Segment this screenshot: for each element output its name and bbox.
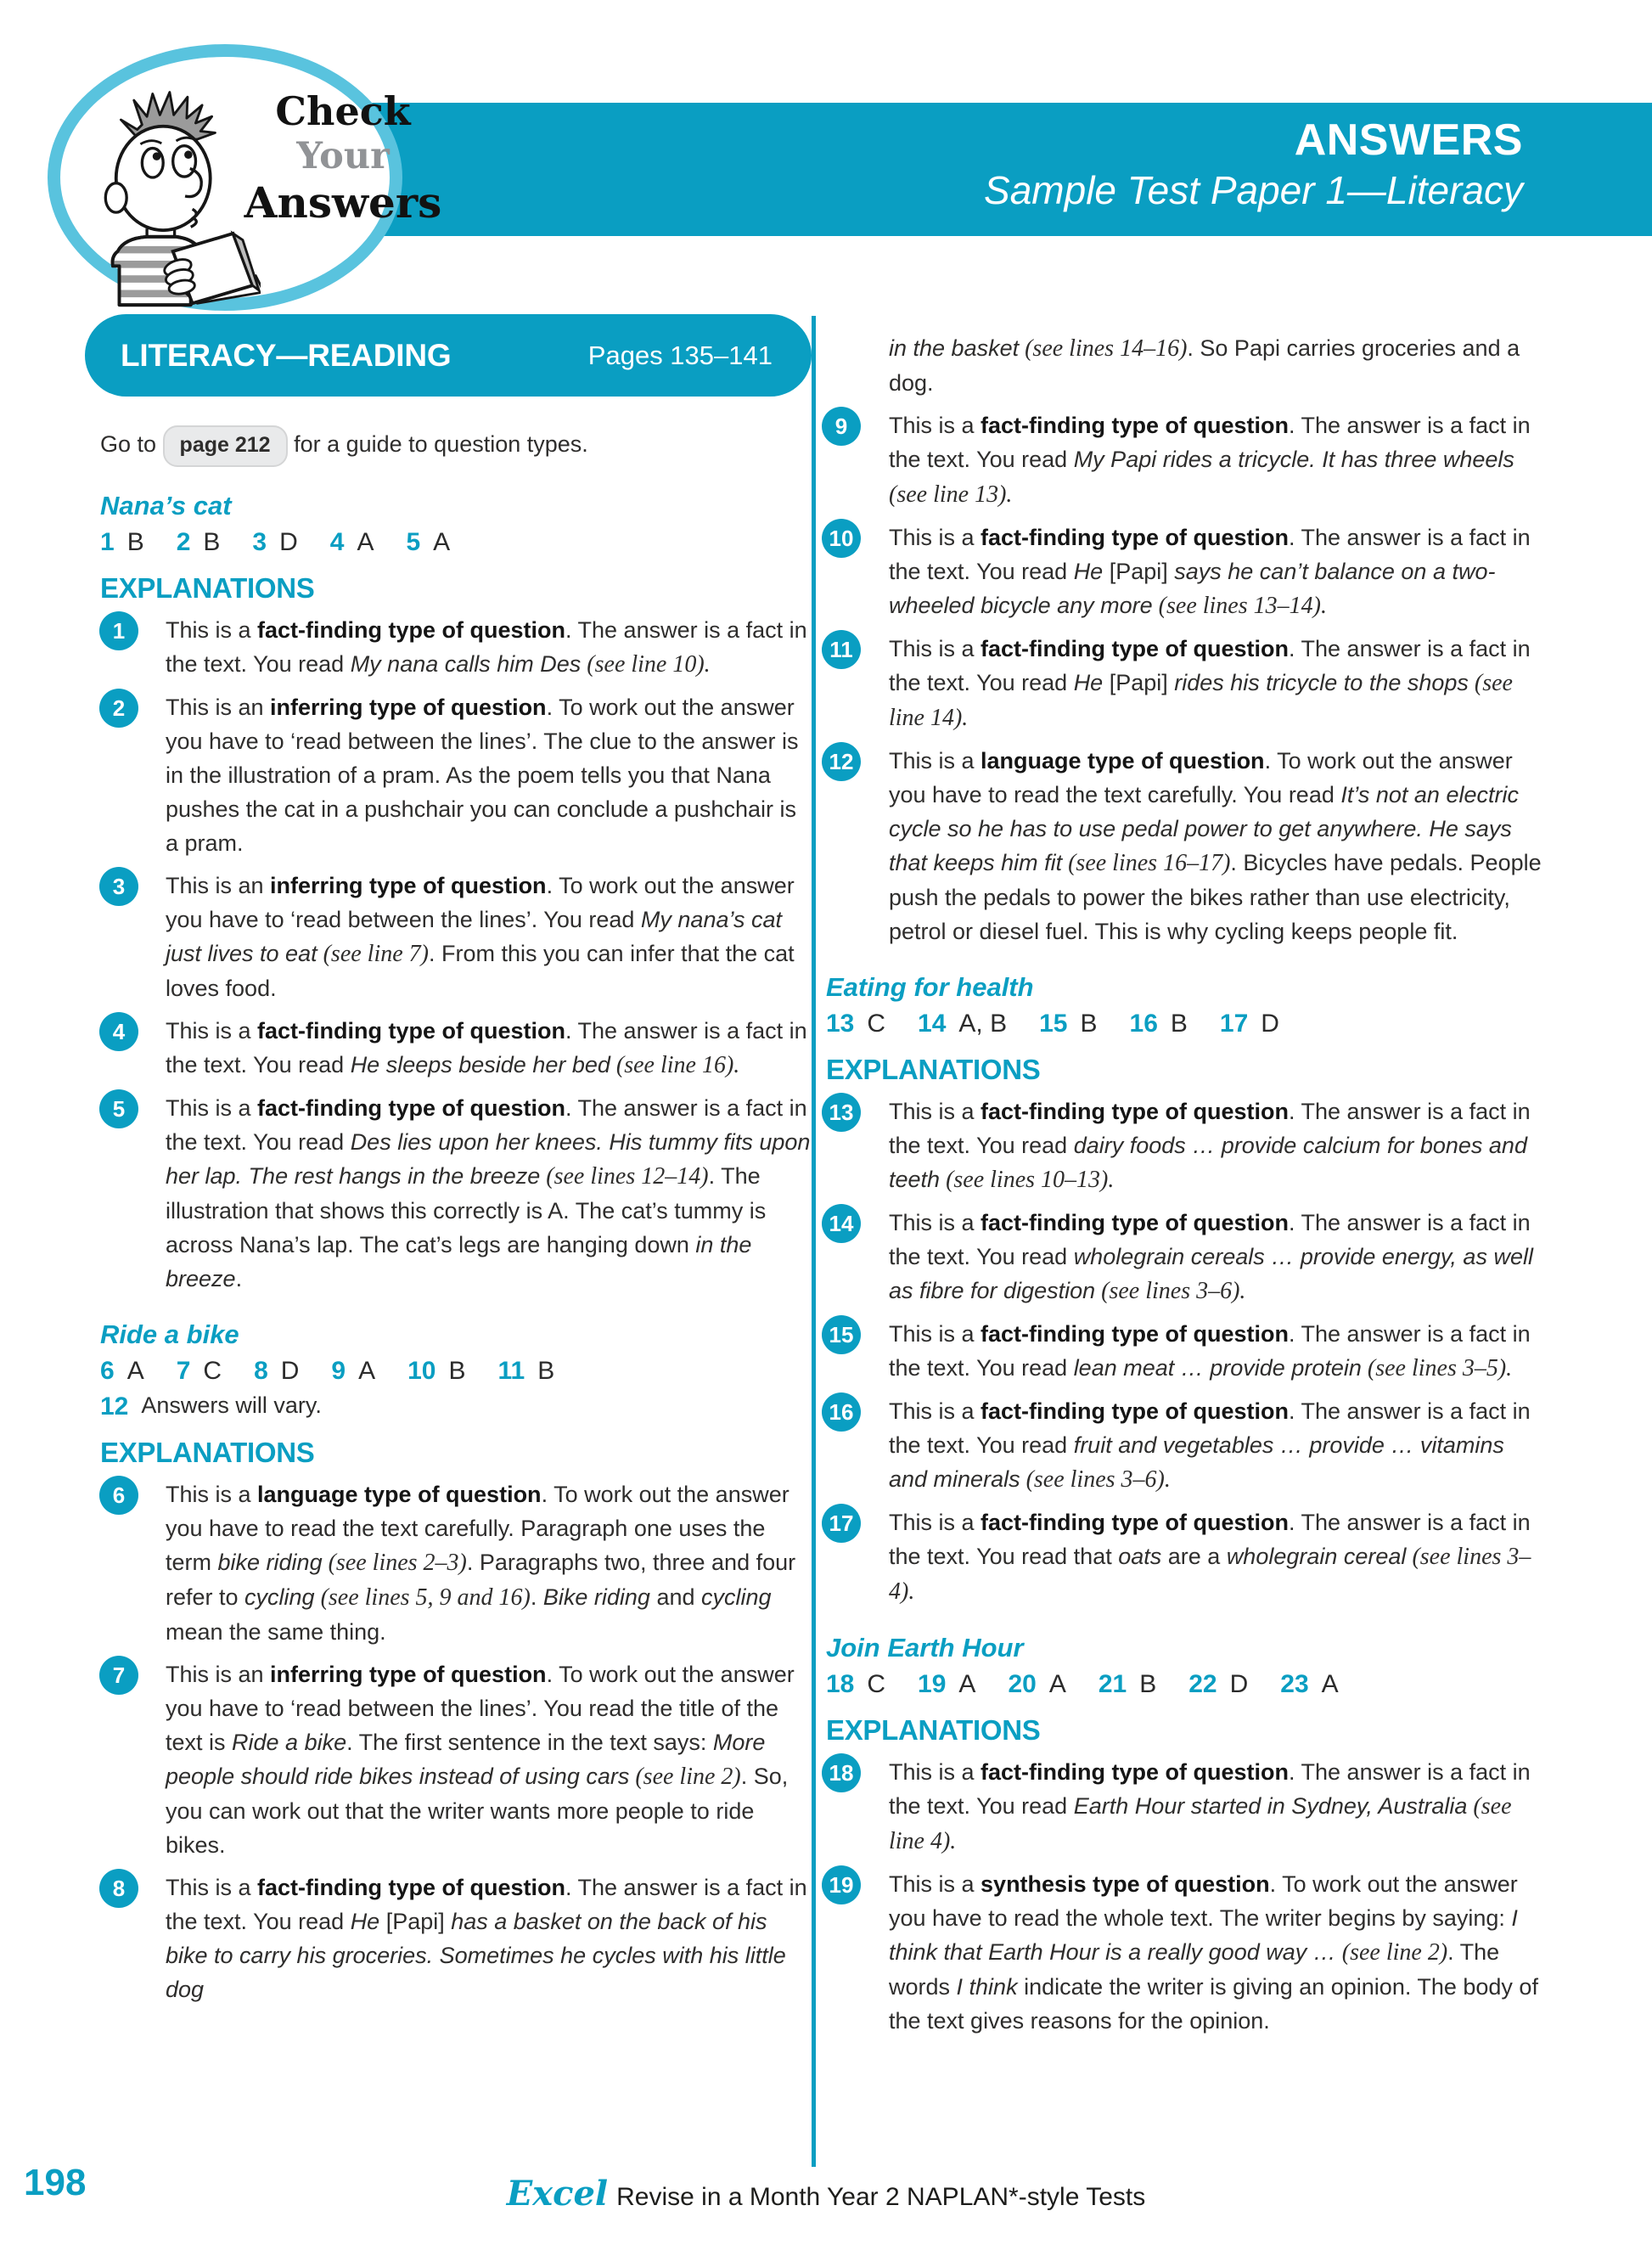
answer-pair (918, 1010, 1007, 1038)
text-run: . The answer is a fact in the text. You read (166, 1875, 807, 1934)
answer-pair (177, 528, 221, 557)
answer-pair (100, 1392, 322, 1421)
text-run: synthesis type of question (981, 1871, 1270, 1897)
answer-number: 14 (918, 1010, 947, 1038)
footer-brand: Excel (506, 2174, 609, 2214)
text-run: . To work out the answer you have to read the text carefully. Paragraph one uses the term (166, 1482, 789, 1575)
banner-title: ANSWERS (1294, 115, 1523, 165)
answer-letter: C (867, 1010, 886, 1038)
text-run: . The first sentence in the text says: (346, 1730, 713, 1755)
footer (0, 2174, 1652, 2214)
answer-letter: A (1048, 1670, 1066, 1698)
answer-number: 3 (252, 528, 267, 556)
text-run: This is a (889, 636, 981, 661)
explanation-item (822, 1394, 1548, 1497)
text-run: This is a (889, 525, 981, 550)
answer-number: 12 (100, 1392, 129, 1421)
answer-number: 4 (329, 528, 345, 556)
item-number-badge: 10 (822, 519, 861, 558)
text-run: This is a (166, 1482, 258, 1507)
answer-pair (331, 1357, 375, 1386)
text-run: . The answer is a fact in the text. You read (889, 1099, 1531, 1158)
answer-letter: A (958, 1670, 976, 1698)
explanation-text (889, 1210, 1533, 1303)
text-run: (see line 16). (610, 1052, 740, 1078)
footer-text: Revise in a Month Year 2 NAPLAN*-style Tests (616, 2183, 1146, 2211)
text-run: . The answer is a fact in the text. You read (889, 525, 1531, 584)
text-run: He (1073, 559, 1104, 584)
text-run: (see lines 2–3) (322, 1550, 467, 1576)
text-run: Bike riding (542, 1584, 650, 1610)
explanation-text (889, 1398, 1531, 1492)
text-run: (see line 13). (889, 481, 1013, 508)
explanation-text (166, 1095, 810, 1291)
text-run: mean the same thing. (166, 1619, 386, 1645)
text-run: Des lies upon her knees. His tummy fits upon her lap. The rest hangs in the breeze (166, 1129, 811, 1189)
explanations-heading: EXPLANATIONS (826, 1714, 1041, 1746)
explanations-heading: EXPLANATIONS (100, 572, 315, 604)
answer-pair (1099, 1670, 1156, 1699)
answer-letter: A (433, 528, 451, 556)
answer-number: 9 (331, 1357, 346, 1385)
answer-number: 22 (1188, 1670, 1217, 1698)
answer-number: 18 (826, 1670, 855, 1698)
text-run: (see lines 14–16) (1019, 335, 1188, 362)
answer-key-row (826, 1010, 1548, 1038)
text-run: This is a (889, 1759, 981, 1785)
text-run: . The answer is a fact in the text. You read (889, 1398, 1531, 1458)
intro-post: for a guide to question types. (287, 431, 588, 457)
explanation-text (166, 1018, 807, 1077)
text-run: fact-finding type of question (981, 525, 1290, 550)
answer-letter: B (1080, 1010, 1098, 1038)
answer-pair (918, 1670, 975, 1699)
explanation-text (889, 1759, 1531, 1854)
answer-pair (1130, 1010, 1188, 1038)
explanation-item (85, 1657, 812, 1862)
text-run: . The answer is a fact in the text. You read (889, 413, 1531, 472)
explanation-item (822, 1755, 1548, 1859)
explanation-item (822, 1505, 1548, 1609)
text-run: This is a (889, 1510, 981, 1535)
answers-banner (363, 103, 1652, 236)
answer-number: 8 (254, 1357, 268, 1385)
text-run: . To work out the answer you have to read the whole text. The writer begins by saying: (889, 1871, 1518, 1931)
answer-letter: C (867, 1670, 886, 1698)
answer-note: Answers will vary. (141, 1392, 322, 1418)
text-run: (see line 4). (889, 1793, 1512, 1854)
mascot-illustration (74, 82, 261, 310)
text-run: (see lines 3–6). (1095, 1278, 1246, 1304)
text-run: are a (1161, 1544, 1227, 1569)
text-run: fact-finding type of question (257, 1018, 566, 1044)
text-run: indicate the writer is giving an opinion. The body of the text gives reasons for the opinion. (889, 1974, 1538, 2034)
text-run: . Paragraphs two, three and four refer to (166, 1550, 796, 1610)
answer-number: 16 (1129, 1010, 1158, 1038)
text-run: cycling (701, 1584, 772, 1610)
text-run: Ride a bike (232, 1730, 347, 1755)
text-run: in the basket (889, 335, 1020, 361)
text-run: This is a (889, 748, 981, 774)
answer-number: 17 (1219, 1010, 1249, 1038)
text-run: This is a (166, 617, 258, 643)
header-title: LITERACY—READING (121, 337, 452, 373)
explanation-text (166, 617, 807, 677)
answer-pair (252, 528, 297, 557)
answer-pair (1188, 1670, 1248, 1699)
text-run: dairy foods … provide calcium for bones and teeth (889, 1133, 1527, 1192)
logo-word-answers: Answers (244, 177, 442, 228)
answer-number: 19 (918, 1670, 947, 1698)
answer-pair (1008, 1670, 1065, 1699)
answer-letter: B (448, 1357, 466, 1385)
text-run: cycling (244, 1584, 315, 1610)
text-run: wholegrain cereals … provide energy, as well as fibre for digestion (889, 1244, 1533, 1303)
text-run: This is an (166, 1662, 271, 1687)
text-run: This is a (889, 1099, 981, 1124)
text-run: . The answer is a fact in the text. You read that (889, 1510, 1531, 1569)
left-column-content (85, 397, 812, 2006)
answer-number: 13 (826, 1010, 855, 1038)
answer-number: 1 (100, 528, 115, 556)
text-run: . The answer is a fact in the text. You read (166, 617, 807, 677)
answer-letter: B (1170, 1010, 1188, 1038)
explanation-item (822, 1206, 1548, 1308)
intro-note (100, 425, 812, 467)
answer-letter: C (203, 1357, 222, 1385)
text-run: fact-finding type of question (981, 1099, 1290, 1124)
explanations-heading: EXPLANATIONS (826, 1054, 1041, 1085)
explanation-text (889, 335, 1520, 396)
explanation-text (166, 1482, 795, 1645)
item-number-badge: 15 (822, 1315, 861, 1354)
explanation-text (166, 1662, 795, 1858)
text-run: . Bicycles have pedals. People push the pedals to power the bikes rather than use electricity, petrol or diesel fuel. This is why cycling keeps people fit. (889, 850, 1542, 944)
explanation-item (822, 744, 1548, 948)
explanation-item (85, 869, 812, 1005)
text-run: This is a (889, 1210, 981, 1235)
explanation-item (822, 632, 1548, 735)
answer-letter: B (1139, 1670, 1157, 1698)
answer-number: 21 (1098, 1670, 1127, 1698)
explanation-text (166, 695, 798, 856)
answer-pair (407, 1357, 465, 1386)
text-run: . The words (889, 1939, 1500, 2000)
explanation-text (889, 1510, 1531, 1604)
item-number-badge: 16 (822, 1392, 861, 1432)
answer-letter: D (280, 1357, 300, 1385)
text-run: This is a (166, 1018, 258, 1044)
text-run: . The answer is a fact in the text. You read (889, 1759, 1531, 1819)
explanation-item (85, 1871, 812, 2006)
text-run: has a basket on the back of his bike to carry his groceries. Sometimes he cycles with his little dog (166, 1909, 786, 2002)
explanation-item (822, 408, 1548, 512)
explanation-text (889, 748, 1542, 944)
text-run: inferring type of question (270, 695, 547, 720)
answer-pair (100, 1357, 144, 1386)
answer-pair (826, 1670, 885, 1699)
text-run: lean meat … provide protein (1073, 1355, 1362, 1381)
text-run: fact-finding type of question (981, 1759, 1290, 1785)
item-number-badge: 5 (99, 1089, 138, 1128)
text-run: (see lines 3–4). (889, 1544, 1531, 1605)
item-number-badge: 14 (822, 1204, 861, 1243)
answer-letter: D (279, 528, 298, 556)
text-run: fact-finding type of question (981, 1321, 1290, 1347)
text-run: (see line 7) (317, 941, 429, 967)
text-run: My Papi rides a tricycle. It has three wheels (1073, 447, 1514, 472)
literacy-reading-header (85, 314, 812, 397)
text-run: fact-finding type of question (981, 1210, 1290, 1235)
text-run: . The answer is a fact in the text. You read (166, 1095, 807, 1155)
text-run: . The illustration that shows this correctly is A. The cat’s tummy is across Nana’s lap. The cat’s legs are hanging down (166, 1163, 767, 1257)
explanation-text (889, 1871, 1538, 2034)
text-run: (see lines 5, 9 and 16) (314, 1584, 531, 1611)
answer-key-row (100, 1392, 812, 1421)
page-number: 198 (24, 2162, 87, 2203)
text-run: fact-finding type of question (257, 617, 566, 643)
text-run: . To work out the answer you have to read the text carefully. You read (889, 748, 1513, 807)
explanation-item (85, 613, 812, 682)
left-column (85, 314, 812, 2006)
text-run: This is an (166, 695, 271, 720)
item-number-badge: 13 (822, 1093, 861, 1132)
text-run: [Papi] (1103, 559, 1175, 584)
answer-number: 5 (406, 528, 421, 556)
page-pill: page 212 (163, 425, 288, 467)
text-run: (see line 10). (581, 651, 711, 678)
answer-letter: B (203, 528, 221, 556)
text-run: inferring type of question (270, 1662, 547, 1687)
item-number-badge: 11 (822, 630, 861, 669)
text-run: . The answer is a fact in the text. You read (166, 1018, 807, 1077)
item-number-badge: 2 (99, 689, 138, 728)
text-run: He (350, 1909, 380, 1934)
answer-letter: B (126, 528, 144, 556)
text-run: language type of question (981, 748, 1265, 774)
answer-number: 7 (176, 1357, 191, 1385)
text-run: . So, you can work out that the writer wants more people to ride bikes. (166, 1764, 789, 1858)
item-number-badge: 1 (99, 611, 138, 650)
item-number-badge: 6 (99, 1476, 138, 1515)
item-number-badge: 17 (822, 1504, 861, 1543)
answer-pair (100, 528, 144, 557)
intro-pre: Go to (100, 431, 163, 457)
text-run: . The answer is a fact in the text. You read (889, 636, 1531, 695)
text-run: rides his tricycle to the shops (1174, 670, 1469, 695)
text-run: This is a (889, 413, 981, 438)
answer-pair (406, 528, 450, 557)
text-run: (see line 2) (1335, 1939, 1448, 1966)
answer-key-row (826, 1670, 1548, 1699)
answer-letter: D (1229, 1670, 1249, 1698)
answer-pair (1280, 1670, 1338, 1699)
item-number-badge: 3 (99, 867, 138, 906)
item-number-badge: 18 (822, 1753, 861, 1792)
text-run: fruit and vegetables … provide … vitamins and minerals (889, 1432, 1504, 1492)
text-run: . (235, 1266, 243, 1291)
text-run: (see lines 12–14) (540, 1163, 709, 1190)
explanation-item (822, 331, 1548, 400)
text-run: (see line 14). (889, 670, 1513, 731)
logo-word-your: Your (296, 134, 390, 177)
item-number-badge: 8 (99, 1869, 138, 1908)
logo-word-check: Check (275, 88, 411, 134)
explanation-item (822, 1317, 1548, 1386)
answer-key-row (100, 1357, 812, 1386)
answer-pair (1220, 1010, 1279, 1038)
text-run: (see lines 16–17) (1062, 850, 1231, 876)
item-number-badge: 12 (822, 742, 861, 781)
answer-pair (177, 1357, 222, 1386)
answer-number: 15 (1039, 1010, 1068, 1038)
answer-letter: A (1321, 1670, 1339, 1698)
check-your-answers-badge (48, 44, 442, 311)
text-run: This is a (166, 1875, 258, 1900)
answer-pair (826, 1010, 885, 1038)
explanation-text (889, 1099, 1531, 1192)
text-run: He sleeps beside her bed (350, 1052, 610, 1077)
answer-letter: A, B (958, 1010, 1008, 1038)
text-run: More people should ride bikes instead of using cars (166, 1730, 766, 1789)
item-number-badge: 7 (99, 1656, 138, 1695)
right-column (822, 331, 1548, 2038)
text-run: bike riding (217, 1550, 323, 1575)
explanation-text (889, 413, 1531, 507)
answer-number: 11 (497, 1357, 525, 1385)
text-run: language type of question (257, 1482, 542, 1507)
item-number-badge: 9 (822, 407, 861, 446)
text-run: (see lines 3–6). (1020, 1466, 1171, 1493)
column-divider (812, 316, 816, 2167)
answer-number: 2 (176, 528, 191, 556)
text-run: fact-finding type of question (981, 1510, 1290, 1535)
answer-number: 20 (1008, 1670, 1037, 1698)
text-run: My nana calls him Des (350, 651, 582, 677)
answer-letter: A (126, 1357, 144, 1385)
text-run: fact-finding type of question (257, 1095, 566, 1121)
text-run: This is an (166, 873, 271, 898)
section-title: Join Earth Hour (826, 1633, 1024, 1662)
explanation-text (889, 525, 1531, 618)
text-run: I think (956, 1974, 1018, 2000)
answer-pair (330, 528, 374, 557)
text-run: . So Papi carries groceries and a dog. (889, 335, 1520, 396)
answer-pair (254, 1357, 299, 1386)
explanations-heading: EXPLANATIONS (100, 1437, 315, 1468)
text-run: Earth Hour started in Sydney, Australia (1073, 1793, 1468, 1819)
explanation-item (822, 520, 1548, 623)
text-run: [Papi] (1103, 670, 1175, 695)
answer-letter: B (537, 1357, 555, 1385)
explanation-text (889, 636, 1531, 730)
answer-number: 23 (1280, 1670, 1309, 1698)
text-run: . From this you can infer that the cat loves food. (166, 941, 795, 1001)
explanation-item (822, 1867, 1548, 2038)
answer-number: 10 (407, 1357, 436, 1385)
text-run: . (530, 1584, 543, 1610)
text-run: . To work out the answer you have to ‘read between the lines’. The clue to the answer is in the illustration of a pram. As the poem tells you that Nana pushes the cat in a pushchair you can conclude a pushchair is a pram. (166, 695, 799, 856)
text-run: It’s not an electric cycle so he has to use pedal power to get anywhere. He says that keeps him fit (889, 782, 1519, 875)
text-run: says he can’t balance on a two-wheeled bicycle any more (889, 559, 1496, 618)
answer-key-row (100, 528, 812, 557)
explanation-text (889, 1321, 1531, 1381)
text-run: fact-finding type of question (981, 1398, 1290, 1424)
item-number-badge: 4 (99, 1012, 138, 1051)
text-run: . The answer is a fact in the text. You read (889, 1321, 1531, 1381)
text-run: [Papi] (379, 1909, 452, 1934)
text-run: fact-finding type of question (981, 413, 1290, 438)
text-run: . To work out the answer you have to ‘read between the lines’. You read the title of the text is (166, 1662, 795, 1755)
explanation-item (85, 1477, 812, 1649)
banner-subtitle: Sample Test Paper 1—Literacy (984, 168, 1523, 212)
explanation-text (166, 873, 795, 1001)
item-number-badge: 19 (822, 1865, 861, 1904)
text-run: This is a (166, 1095, 258, 1121)
answer-pair (1039, 1010, 1097, 1038)
explanation-item (85, 1091, 812, 1296)
answer-letter: A (357, 528, 374, 556)
logo-text (237, 88, 449, 228)
explanation-item (822, 1094, 1548, 1197)
text-run: (see lines 13–14). (1152, 593, 1327, 619)
answer-number: 6 (100, 1357, 115, 1385)
text-run: oats (1118, 1544, 1162, 1569)
text-run: (see line 2) (629, 1764, 741, 1790)
text-run: This is a (889, 1871, 981, 1897)
explanation-item (85, 690, 812, 860)
text-run: (see lines 10–13). (940, 1167, 1115, 1193)
text-run: and (649, 1584, 702, 1610)
text-run: My nana’s cat just lives to eat (166, 907, 783, 966)
answer-pair (498, 1357, 555, 1386)
section-title: Eating for health (826, 972, 1034, 1002)
text-run: fact-finding type of question (257, 1875, 566, 1900)
explanation-item (85, 1014, 812, 1083)
text-run: This is a (889, 1398, 981, 1424)
text-run: This is a (889, 1321, 981, 1347)
text-run: . To work out the answer you have to ‘read between the lines’. You read (166, 873, 795, 932)
text-run: He (1073, 670, 1104, 695)
header-pages: Pages 135–141 (587, 340, 773, 370)
answer-letter: A (358, 1357, 376, 1385)
text-run: wholegrain cereal (1226, 1544, 1407, 1569)
text-run: I think that Earth Hour is a really good way … (889, 1905, 1518, 1965)
explanation-text (166, 1875, 807, 2002)
section-title: Ride a bike (100, 1319, 239, 1349)
text-run: in the breeze (166, 1232, 752, 1291)
text-run: inferring type of question (270, 873, 547, 898)
text-run: . The answer is a fact in the text. You read (889, 1210, 1531, 1269)
right-column-content (822, 331, 1548, 2038)
text-run: fact-finding type of question (981, 636, 1290, 661)
answer-letter: D (1261, 1010, 1279, 1038)
text-run: (see lines 3–5). (1361, 1355, 1513, 1381)
section-title: Nana’s cat (100, 491, 232, 520)
